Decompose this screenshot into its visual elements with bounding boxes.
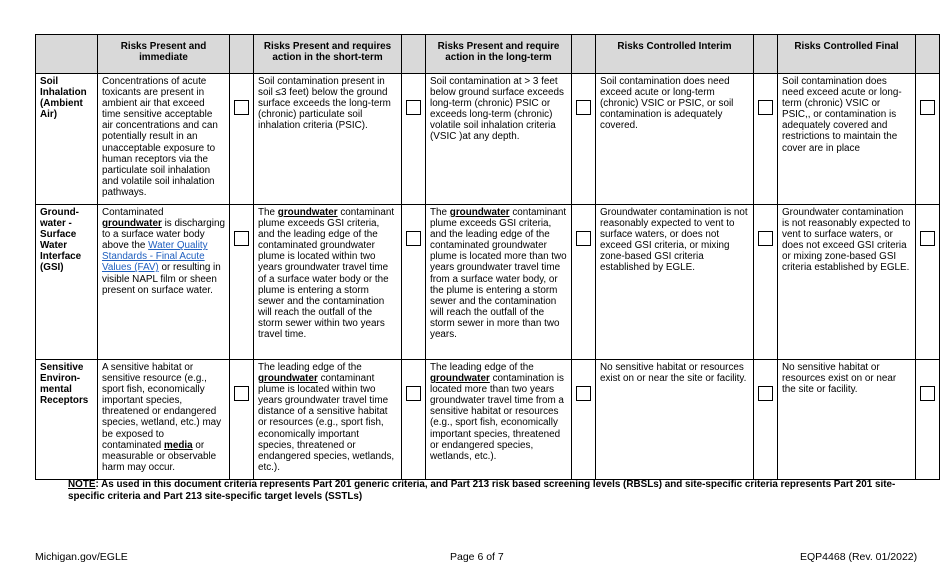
cell-text: is discharging to a surface water body above the [102,218,225,252]
checkbox-cell [230,74,254,205]
header-short-term: Risks Present and requires action in the short-term [254,35,402,74]
checkbox[interactable] [234,231,249,246]
cell-text: or resulting in visible NAPL film or sheen present on surface water. [102,262,221,296]
cell-interim: No sensitive habitat or resources exist on or near the site or facility. [596,360,754,480]
header-checkbox-col [402,35,426,74]
cell-text: The leading edge of the [258,362,362,373]
cell-immediate [98,360,230,480]
checkbox-cell [754,205,778,360]
header-immediate: Risks Present and immediate [98,35,230,74]
checkbox[interactable] [758,100,773,115]
cell-immediate: Concentrations of acute toxicants are present in ambient air that exceed time sensitive acceptable air concentrations and can potentially result in an unacceptable exposure to human receptors via the particulate soil inhalation and volatile soil inhalation pathways. [98,74,230,205]
table-row [36,205,940,360]
cell-text: contamination is located more than two years groundwater travel time from a sensitive habitat or resources (e.g., sport fish, economically important species, threatened or endangered species, wetlands, etc.). [430,373,564,462]
cell-long-term [426,205,572,360]
checkbox-cell [916,205,940,360]
underlined-term: groundwater [277,207,338,218]
cell-text: The leading edge of the [430,362,534,373]
checkbox[interactable] [234,386,249,401]
cell-text: contaminant plume exceeds GSI criteria, and the leading edge of the contaminated groundwater plume is located within two years groundwater travel time of a surface water body or the plume is entering a storm sewer and the contamination will reach the outfall of the storm sewer within two years travel time. [258,207,395,341]
water-quality-standards-link[interactable]: Water Quality Standards - Final Acute Values (FAV) [102,240,208,274]
underlined-term: groundwater [449,207,510,218]
header-checkbox-col [754,35,778,74]
footer-website: Michigan.gov/EGLE [35,551,128,563]
underlined-term: media [164,439,193,451]
checkbox-cell [572,205,596,360]
table-row [36,360,940,480]
cell-text: The [430,207,448,218]
cell-short-term [254,360,402,480]
underlined-term: groundwater [102,218,162,230]
cell-text: contaminant plume exceeds GSI criteria, and the leading edge of the contaminated groundwater plume is located more than two years groundwater travel time from a surface water body, or the plume is entering a storm sewer and the contamination will reach the outfall of the storm sewer in more than two years. [430,207,567,341]
header-final: Risks Controlled Final [778,35,916,74]
header-interim: Risks Controlled Interim [596,35,754,74]
checkbox[interactable] [920,386,935,401]
checkbox[interactable] [920,231,935,246]
note-label: NOTE [68,479,96,490]
row-label: Sensitive Environ-mental Receptors [36,360,98,480]
checkbox[interactable] [920,100,935,115]
cell-text: or measurable or observable harm may occur. [102,439,217,473]
cell-interim: Groundwater contamination is not reasonably expected to vent to surface waters, or does not exceed GSI criteria, or mixing zone-based GSI criteria established by EGLE. [596,205,754,360]
cell-short-term: Soil contamination present in soil ≤3 feet) below the ground surface exceeds the long-term (chronic) particulate soil inhalation criteria (PSIC). [254,74,402,205]
cell-short-term [254,205,402,360]
cell-text: Contaminated [102,207,164,218]
cell-interim: Soil contamination does need exceed acute or long-term (chronic) VSIC or PSIC, or soil contamination is adequately covered. [596,74,754,205]
footer-form-id: EQP4468 (Rev. 01/2022) [800,551,918,563]
checkbox[interactable] [234,100,249,115]
checkbox-cell [402,205,426,360]
note-text [68,479,928,503]
note-body: : As used in this document criteria represents Part 201 generic criteria, and Part 213 risk based screening levels (RBSLs) and site-specific criteria represents Part 201 site-specific criteria and Part 213 site-specific target levels (SSTLs) [68,479,896,502]
checkbox[interactable] [576,100,591,115]
cell-text: contaminant plume is located within two years groundwater travel time distance of a sensitive habitat or resources (e.g., sport fish, economically important species, threatened or endangered species, wetlands, etc.). [258,373,395,473]
cell-final: Soil contamination does need exceed acute or long-term (chronic) VSIC or PSIC,, or contamination is adequately covered and restrictions to maintain the cover are in place [778,74,916,205]
checkbox[interactable] [406,386,421,401]
underlined-term: groundwater [430,373,490,385]
cell-final: No sensitive habitat or resources exist on or near the site or facility. [778,360,916,480]
checkbox-cell [230,205,254,360]
checkbox[interactable] [406,100,421,115]
cell-text: A sensitive habitat or sensitive resource (e.g., sport fish, economically important species, threatened or endangered species, wetland, etc.) may be exposed to contaminated [102,362,222,451]
header-checkbox-col [916,35,940,74]
header-row [36,35,940,74]
row-label: Ground-water - Surface Water Interface (GSI) [36,205,98,360]
cell-text: The [258,207,276,218]
cell-final: Groundwater contamination is not reasonably expected to vent to surface waters, or does not exceed GSI criteria or mixing zone-based GSI criteria established by EGLE. [778,205,916,360]
table-row [36,74,940,205]
checkbox-cell [754,360,778,480]
header-checkbox-col [572,35,596,74]
checkbox-cell [402,360,426,480]
checkbox[interactable] [576,386,591,401]
risk-table [35,34,940,480]
checkbox[interactable] [758,231,773,246]
footer-page-number: Page 6 of 7 [450,551,504,563]
checkbox-cell [572,74,596,205]
cell-immediate [98,205,230,360]
checkbox[interactable] [758,386,773,401]
cell-long-term [426,360,572,480]
checkbox-cell [916,360,940,480]
checkbox[interactable] [406,231,421,246]
header-empty [36,35,98,74]
header-long-term: Risks Present and require action in the long-term [426,35,572,74]
checkbox-cell [230,360,254,480]
cell-long-term: Soil contamination at > 3 feet below ground surface exceeds long-term (chronic) PSIC or exceeds long-term (chronic) volatile soil inhalation criteria (VSIC )at any depth. [426,74,572,205]
header-checkbox-col [230,35,254,74]
underlined-term: groundwater [258,373,318,385]
checkbox-cell [916,74,940,205]
checkbox[interactable] [576,231,591,246]
checkbox-cell [754,74,778,205]
row-label: Soil Inhalation (Ambient Air) [36,74,98,205]
checkbox-cell [572,360,596,480]
checkbox-cell [402,74,426,205]
